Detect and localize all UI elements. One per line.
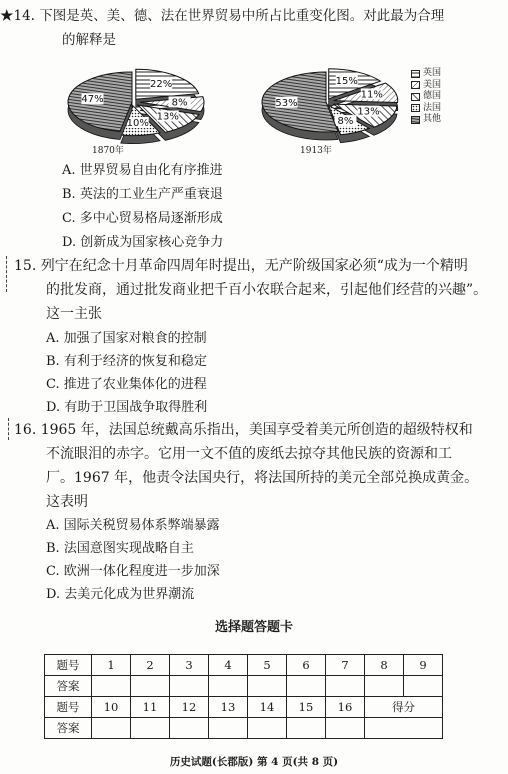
legend-item-de [411,91,441,103]
q16-line3: 厂。1967 年，他责令法国央行，将法国所持的美元全部兑换成黄金。 [46,470,479,486]
star-icon: ★ [0,8,14,24]
card-number-15: 15 [287,697,326,718]
q15-option-b: B. 有利于经济的恢复和稳定 [46,354,207,369]
legend-swatch-de [411,93,420,101]
card-answer-cell[interactable] [131,718,170,739]
q15-line3: 这一主张 [46,306,102,322]
q16-line2: 不流眼泪的赤字。它用一文不值的废纸去掠夺其他民族的资源和工 [46,446,452,462]
card-answer-cell[interactable] [170,676,209,697]
card-answer-cell[interactable] [170,718,209,739]
legend-swatch-us [411,81,420,89]
legend-item-fr [411,103,441,115]
pie-label-fr: 8% [337,116,354,128]
card-answer-cell[interactable] [365,676,404,697]
pie-label-us: 11% [360,89,383,101]
card-header-number: 题号 [45,655,92,676]
pie-label-other: 53% [275,97,298,109]
q16-line4: 这表明 [46,494,88,510]
answer-card-table [44,654,443,739]
pie-label-de: 13% [357,106,380,118]
card-number-3: 3 [170,655,209,676]
q16-option-d: D. 去美元化成为世界潮流 [46,587,195,602]
legend-label-de: 德国 [423,91,442,101]
legend-label-uk: 英国 [423,68,442,78]
q15-line1: 15. 列宁在纪念十月革命四周年时提出，无产阶级国家必须“成为一个精明 [14,258,468,274]
legend-label-fr: 法国 [423,102,442,113]
card-number-2: 2 [131,655,170,676]
q14-option-a: A. 世界贸易自由化有序推进 [62,163,223,178]
pie-1870-svg [44,58,224,153]
q14-option-b: B. 英法的工业生产严重衰退 [62,187,223,202]
answer-card-row-numbers-2 [45,697,443,718]
q15-option-c: C. 推进了农业集体化的进程 [46,377,207,392]
question-14-stem [0,6,500,26]
pie-label-fr: 10% [126,118,149,130]
pie-label-uk: 15% [335,76,358,88]
card-number-16: 16 [326,697,365,718]
card-answer-cell[interactable] [131,676,170,697]
pie-1870-year-label: 1870年 [92,146,124,156]
card-score-label: 得分 [365,697,443,718]
pie-1913-slices [262,69,398,143]
answer-card-title: 选择题答题卡 [214,620,293,635]
card-number-9: 9 [404,655,443,676]
card-number-10: 10 [92,697,131,718]
card-answer-cell[interactable] [287,718,326,739]
legend-item-uk [411,68,441,80]
pie-label-us: 8% [171,97,188,109]
card-answer-cell[interactable] [326,718,365,739]
card-answer-cell[interactable] [404,676,443,697]
card-answer-cell[interactable] [92,676,131,697]
q15-option-d: D. 有助于卫国战争取得胜利 [46,400,208,415]
card-header-number-2: 题号 [45,697,92,718]
card-answer-cell[interactable] [326,676,365,697]
card-answer-cell[interactable] [248,718,287,739]
pie-label-uk: 22% [150,78,173,90]
q16-option-b: B. 法国意图实现战略自主 [46,541,194,556]
q14-option-c: C. 多中心贸易格局逐渐形成 [62,211,223,226]
card-number-13: 13 [209,697,248,718]
legend-swatch-uk [411,70,420,78]
margin-mark-15 [6,256,7,292]
card-number-14: 14 [248,697,287,718]
q15-option-a: A. 加强了国家对粮食的控制 [46,331,207,346]
answer-card-row-numbers-1 [45,655,443,676]
q15-line2: 的批发商，通过批发商业把千百小农联合起来，引起他们经营的兴趣”。 [46,282,488,298]
pie-1913-year-label: 1913年 [300,146,332,156]
card-answer-cell[interactable] [209,676,248,697]
answer-card-row-answers-2 [45,718,443,739]
card-score-cell[interactable] [365,718,443,739]
legend-item-us [411,80,441,92]
q14-option-d: D. 创新成为国家核心竞争力 [62,235,224,250]
card-number-6: 6 [287,655,326,676]
pie-1913-svg [234,58,414,153]
card-number-7: 7 [326,655,365,676]
card-number-8: 8 [365,655,404,676]
pie-chart-1870 [44,58,224,157]
card-answer-label-2: 答案 [45,718,92,739]
page-footer: 历史试题(长郡版) 第 4 页(共 8 页) [169,756,339,768]
card-number-1: 1 [92,655,131,676]
legend-label-us: 美国 [423,79,442,90]
q14-line2: 的解释是 [62,32,116,48]
pie-label-other: 47% [81,94,104,106]
q16-line1: 16. 1965 年，法国总统戴高乐指出，美国享受着美元所创造的超级特权和 [14,422,473,438]
pie-1870-slices [68,69,204,143]
card-answer-label: 答案 [45,676,92,697]
card-answer-cell[interactable] [92,718,131,739]
card-answer-cell[interactable] [209,718,248,739]
legend-label-other: 其他 [423,114,442,124]
q14-line1: 14. 下图是英、美、德、法在世界贸易中所占比重变化图。对此最为合理 [13,8,445,24]
chart-legend [411,68,441,126]
margin-mark-16 [8,418,9,440]
card-number-11: 11 [131,697,170,718]
legend-item-other [411,114,441,126]
pie-label-de: 13% [156,111,179,123]
q16-option-c: C. 欧洲一体化程度进一步加深 [46,564,220,579]
card-answer-cell[interactable] [287,676,326,697]
q16-option-a: A. 国际关税贸易体系弊端暴露 [46,518,220,533]
card-number-5: 5 [248,655,287,676]
card-number-12: 12 [170,697,209,718]
card-number-4: 4 [209,655,248,676]
legend-swatch-fr [411,104,420,112]
card-answer-cell[interactable] [248,676,287,697]
answer-card-row-answers-1 [45,676,443,697]
legend-swatch-other [411,116,420,124]
